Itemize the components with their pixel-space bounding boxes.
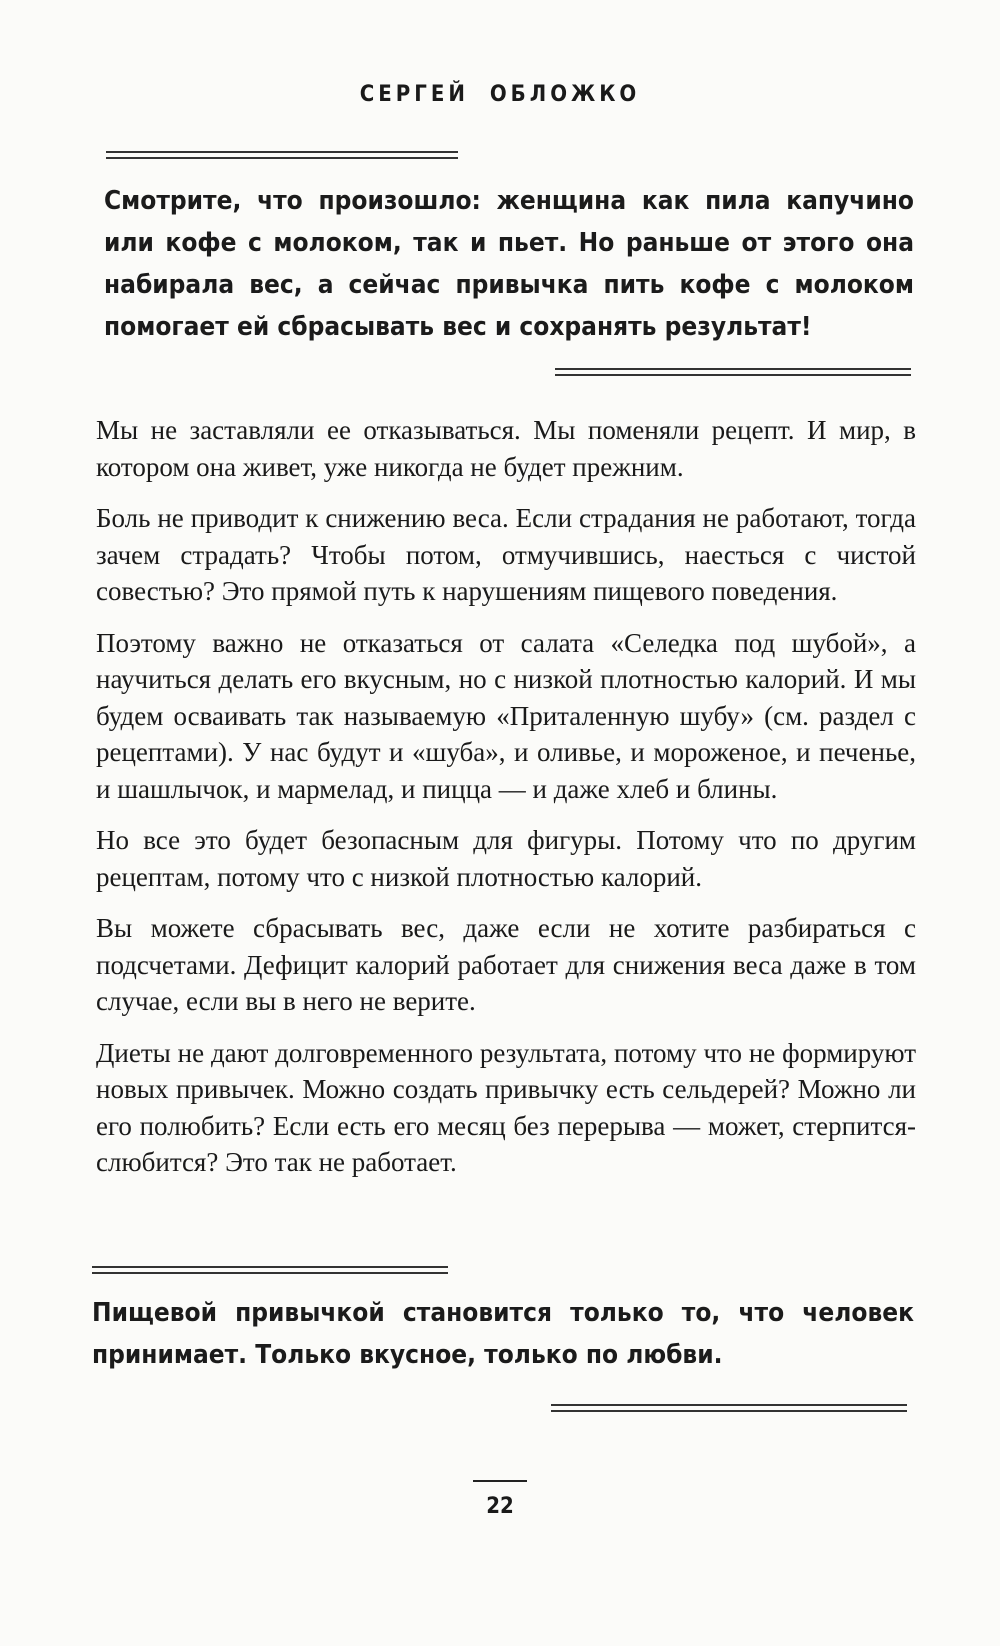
- body-text: [96, 412, 916, 1196]
- top-quote-rule-left: [106, 151, 458, 159]
- body-paragraph-1: Мы не заставляли ее отказываться. Мы поменяли рецепт. И мир, в котором она живет, уже никогда не будет прежним.: [96, 415, 916, 482]
- body-paragraph-4: Но все это будет безопасным для фигуры. Потому что по другим рецептам, потому что с низкой плотностью калорий.: [96, 825, 916, 892]
- running-header-author: СЕРГЕЙ ОБЛОЖКО: [359, 82, 641, 107]
- page-number-rule: [473, 1480, 527, 1482]
- body-paragraph-6: Диеты не дают долговременного результата, потому что не формируют новых привычек. Можно создать привычку есть сельдерей? Можно ли его полюбить? Если есть его месяц без перерыва — может, стерпится-слюбится? Это так не работает.: [96, 1037, 916, 1177]
- body-paragraph-5: Вы можете сбрасывать вес, даже если не хотите разбираться с подсчетами. Дефицит калорий работает для снижения веса даже в том случае, если вы в него не верите.: [96, 913, 916, 1016]
- bottom-quote-rule-right: [551, 1404, 907, 1412]
- page-number: 22: [486, 1494, 514, 1519]
- body-paragraph-2: Боль не приводит к снижению веса. Если страдания не работают, тогда зачем страдать? Чтобы потом, отмучившись, наесться с чистой совестью? Это прямой путь к нарушениям пищевого поведения.: [96, 503, 916, 606]
- top-quote-rule-right: [555, 368, 911, 376]
- bottom-quote-rule-left: [92, 1266, 448, 1274]
- pullquote-bottom: Пищевой привычкой становится только то, что человек принимает. Только вкусное, только по любви.: [92, 1298, 914, 1370]
- body-paragraph-3: Поэтому важно не отказаться от салата «Селедка под шубой», а научиться делать его вкусным, но с низкой плотностью калорий. И мы будем осваивать так называемую «Приталенную шубу» (см. раздел с рецептами). У нас будут и «шуба», и оливье, и мороженое, и печенье, и шашлычок, и мармелад, и пицца — и даже хлеб и блины.: [96, 627, 916, 804]
- pullquote-top: Смотрите, что произошло: женщина как пила капучино или кофе с молоком, так и пьет. Но раньше от этого она набирала вес, а сейчас привычка пить кофе с молоком помогает ей сбрасывать вес и сохранять результат!: [104, 186, 914, 342]
